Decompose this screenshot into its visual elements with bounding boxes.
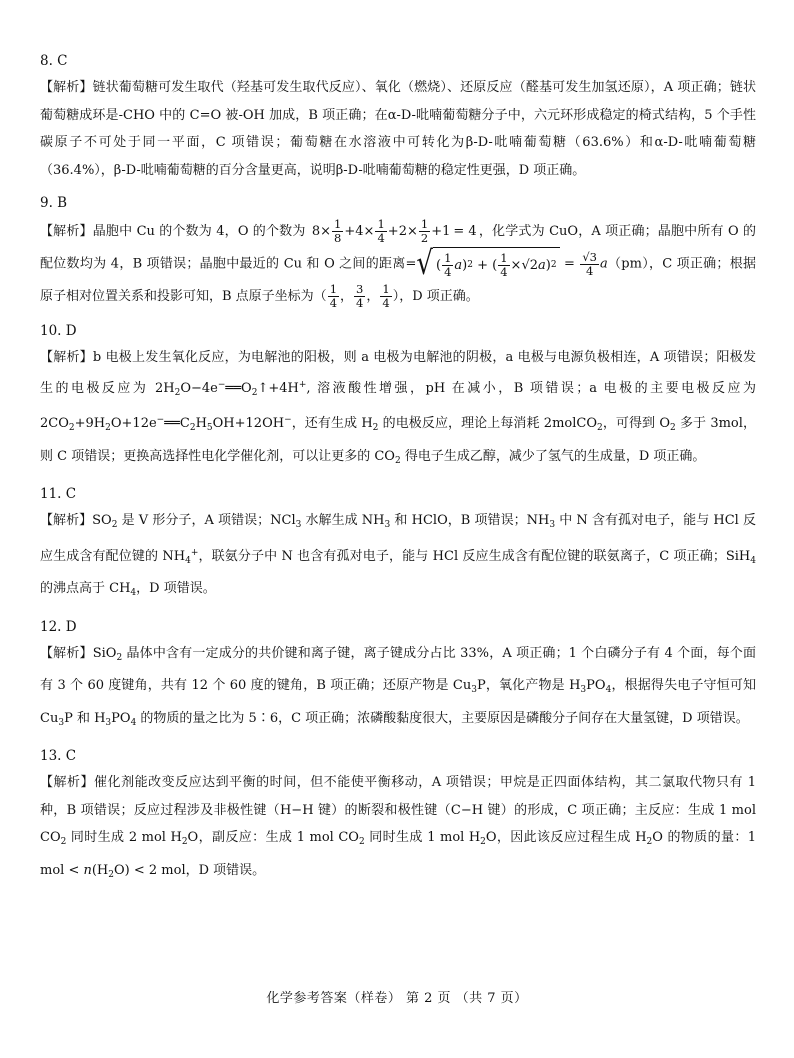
text: PO [586,678,606,693]
subscript: 4 [750,555,756,566]
text: ，根据得失电子守恒可知 Cu [40,678,757,726]
distance-formula [416,247,559,281]
unit: （pm） [607,256,649,272]
text: 水解生成 NH [301,513,385,528]
coord-x [328,283,339,310]
subscript: 2 [105,423,111,433]
text: SiO [92,645,117,661]
text: 多于 3mol，则 C 项错误；更换高选择性电化学催化剂，可以让更多的 CO [40,416,757,464]
italic-n: n [83,862,92,878]
variable-a: a [538,258,546,273]
text: 同时生成 2 mol H [66,830,182,845]
fraction [375,218,386,245]
subscript: 3 [295,520,302,530]
text: OH+12OH [212,416,285,431]
analysis-tag: 【解析】 [40,645,93,661]
radicand: ( $\frac{1}{4}$ a ) 2 + ( $\frac{1}{4}$ × √2 a ) 2 [433,247,560,281]
text: O，副反应：生成 1 mol CO [187,830,359,845]
formula-op: × [406,224,418,239]
analysis-8-text: 链状葡萄糖可发生取代（羟基可发生取代反应）、氧化（燃烧）、还原反应（醛基可发生加氢还原），A 项正确；链状葡萄糖成环是-CHO 中的 C=O 被-OH 加成，B 项正确；在α-D-吡喃葡萄糖分子中，六元环形成稳定的椅式结构，5 个手性碳原子不可处于同一平面，C 项错误；葡萄糖在水溶液中可转化为β-D-吡喃葡萄糖（63.6%）和α-D-吡喃葡萄糖（36.4%），β-D-吡喃葡萄糖的百分含量更高，说明β-D-吡喃葡萄糖的稳定性更强，D 项正确。 [40,80,756,178]
text: 同时生成 1 mol H [364,830,481,845]
formula-op: × [320,224,332,239]
formula-term: 8 [311,224,321,239]
numerator: 1 [377,217,385,231]
text: ↑+4H [257,380,299,396]
subscript: 3 [105,717,112,728]
analysis-13 [40,769,756,889]
text: 得电子生成乙醇，减少了氢气的生成量，D 项正确。 [400,448,706,464]
numerator: 3 [356,282,364,296]
subscript: 2 [174,387,181,398]
superscript: − [284,415,292,425]
text: 的电极反应，理论上每消耗 2molCO [378,416,597,431]
denominator: 4 [382,296,390,310]
page-footer: 化学参考答案（样卷） 第 2 页 （共 7 页） [266,991,528,1006]
variable-a: a [454,258,463,273]
radical-sign: √ [416,245,433,283]
subscript: 4 [130,588,137,598]
answer-8: 8. C [40,53,68,69]
subscript: 2 [372,423,379,433]
numerator: 1 [329,282,338,296]
numerator: 1 [334,217,342,231]
numerator: 1 [420,217,429,231]
subscript: 2 [111,520,118,530]
subscript: 2 [60,837,67,847]
formula-term: 2 [398,224,407,239]
text: O+12e [110,416,157,431]
analysis-tag: 【解析】 [40,513,93,528]
text: SO [92,513,112,528]
text: O 的物质的量：1 mol < [40,830,756,878]
text: 的沸点高于 CH [40,581,131,596]
subscript: 3 [471,685,477,695]
subscript: 3 [580,685,587,695]
analysis-8 [40,74,756,184]
fraction [498,252,509,279]
text: H [195,416,207,431]
analysis-tag: 【解析】 [40,80,93,95]
formula-result: = 4 [453,224,477,239]
text: P，氧化产物是 H [476,678,581,693]
exponent: 2 [550,260,557,270]
text: ，联氨分子中 N 也含有孤对电子，能与 HCl 反应生成含有配位键的联氨离子，C 项正确；SiH [198,548,751,564]
analysis-12 [40,640,756,738]
text: ，可得到 O [602,416,671,431]
text: PO [111,710,131,726]
variable-a: a [599,256,608,272]
denominator: 4 [356,296,364,310]
subscript: 2 [108,869,114,880]
text: O，因此该反应过程生成 H [485,830,647,845]
subscript: 5 [206,423,213,433]
text: 的物质的量之比为 5∶6，C 项正确；浓磷酸黏度很大，主要原因是磷酸分子间存在大量氢键，D 项错误。 [136,710,749,726]
subscript: 4 [605,685,612,695]
text: 中 N 含有孤对电子，能与 HCl 反应生成含有配位键的 NH [40,513,756,564]
denominator: 4 [500,265,508,279]
subscript: 3 [384,520,391,530]
subscript: 2 [116,652,123,663]
denominator: 4 [329,296,338,310]
formula-op: + [431,224,443,239]
text: P 和 H [64,710,106,726]
denominator: 4 [444,265,452,279]
answer-9: 9. B [40,195,68,211]
subscript: 4 [130,717,137,728]
subscript: 2 [68,423,75,433]
superscript: − [217,379,226,390]
analysis-10 [40,344,756,475]
subscript: 2 [394,455,401,466]
text: +9H [74,416,106,431]
coord-z [380,283,391,310]
subscript: 2 [358,837,365,847]
denominator: 4 [585,263,594,278]
analysis-tag: 【解析】 [40,350,93,365]
subscript: 3 [58,717,65,728]
subscript: 2 [480,837,486,847]
subscript: 2 [181,837,188,847]
root-two: √2 [521,258,539,273]
answer-10: 10. D [40,323,77,339]
text: ══O [225,380,252,396]
text: ，还有生成 H [291,416,373,431]
subscript: 2 [597,423,603,433]
o-count-formula [312,216,477,247]
fraction [332,218,343,245]
subscript: 4 [185,555,191,566]
analysis-9: 【解析】晶胞中 Cu 的个数为 4，O 的个数为 8× $\frac{1}{8}$ +4× $\frac{1}{4}$ +2× $\frac{1}{2}$ +1 = 4 ，化学式为 CuO，A 项正确；晶胞中所有 O 的配位数均为 4，B 项错误；晶胞中最近的 Cu 和 O 之间的距离= √ ( $\frac{1}{4}$ a ) 2 + ( $\frac{1}{4}$ × √2 a ) 2 = $\frac{√3}{4}$ a（pm），C 项正确；根据原子相对位置关系和投影可知，B 点原子坐标为（ $\frac{1}{4}$ ， $\frac{3}{4}$ ， $\frac{1}{4}$ ），D 项正确。 [40,217,756,310]
text: O) < 2 mol，D 项错误。 [114,862,266,878]
fraction [442,252,453,279]
subscript: 2 [646,837,653,847]
numerator: 1 [444,251,452,265]
subscript: 2 [189,423,196,433]
subscript: 2 [670,423,676,433]
exponent: 2 [467,260,473,270]
superscript: + [190,547,199,558]
answer-12: 12. D [40,618,77,635]
analysis-9-text-1: 晶胞中 Cu 的个数为 4，O 的个数为 [92,224,306,239]
answer-11: 11. C [40,486,77,502]
formula-term: 1 [442,224,451,239]
text: 晶体中含有一定成分的共价键和离子键，离子键成分占比 33%，A 项正确；1 个白磷分子有 4 个面，每个面有 3 个 60 度键角，共有 12 个 60 度的键角，B 项正确；还原产物是 Cu [40,645,756,693]
numerator: 1 [500,251,508,265]
formula-op: × [363,224,375,239]
text: 是 V 形分子，A 项错误；NCl [117,513,296,528]
denominator: 2 [420,231,429,245]
text: 和 HClO，B 项错误；NH [390,513,550,528]
subscript: 3 [549,520,556,530]
formula-term: 4 [355,224,364,239]
analysis-11 [40,507,756,608]
superscript: + [298,379,307,390]
denominator: 8 [334,231,342,245]
answer-page [40,48,756,895]
numerator: √3 [582,249,597,264]
fraction [419,218,430,245]
text: O−4e [180,380,218,396]
text: ，D 项错误。 [136,581,216,596]
text: , 溶液酸性增强，pH 在减小，B 项错误；a 电极的主要电极反应为 2CO [40,380,756,431]
analysis-tag: 【解析】 [40,775,95,790]
text: ══C [164,416,190,431]
fraction [580,251,599,278]
numerator: 1 [382,282,390,296]
denominator: 4 [377,231,385,245]
formula-op: + [387,224,399,239]
text: 催化剂能改变反应达到平衡的时间，但不能使平衡移动，A 项错误；甲烷是正四面体结构，其二氯取代物只有 1 种，B 项错误；反应过程涉及非极性键（H−H 键）的断裂和极性键（C−H 键）的形成，C 项正确；主反应：生成 1 mol CO [40,775,756,845]
formula-op: + [344,224,356,239]
analysis-9-text-2: ，化学式为 CuO，A 项正确；晶胞中所有 O 的配位数均为 4，B 项错误；晶胞中最近的 Cu 和 O 之间的距离= [40,224,756,272]
superscript: − [156,415,165,425]
text: (H [91,862,109,878]
text: b 电极上发生氧化反应，为电解池的阳极，则 a 电极为电解池的阴极，a 电极与电源负极相连，A 项错误；阳极发生的电极反应为 2H [40,350,756,396]
answer-13: 13. C [40,748,77,764]
analysis-9-text-3: ，C 项正确；根据原子相对位置关系和投影可知，B 点原子坐标为（ [40,256,756,304]
subscript: 2 [251,387,258,398]
analysis-9-text-4: ），D 项正确。 [392,289,479,304]
analysis-tag: 【解析】 [40,224,93,239]
coord-y [354,283,365,310]
